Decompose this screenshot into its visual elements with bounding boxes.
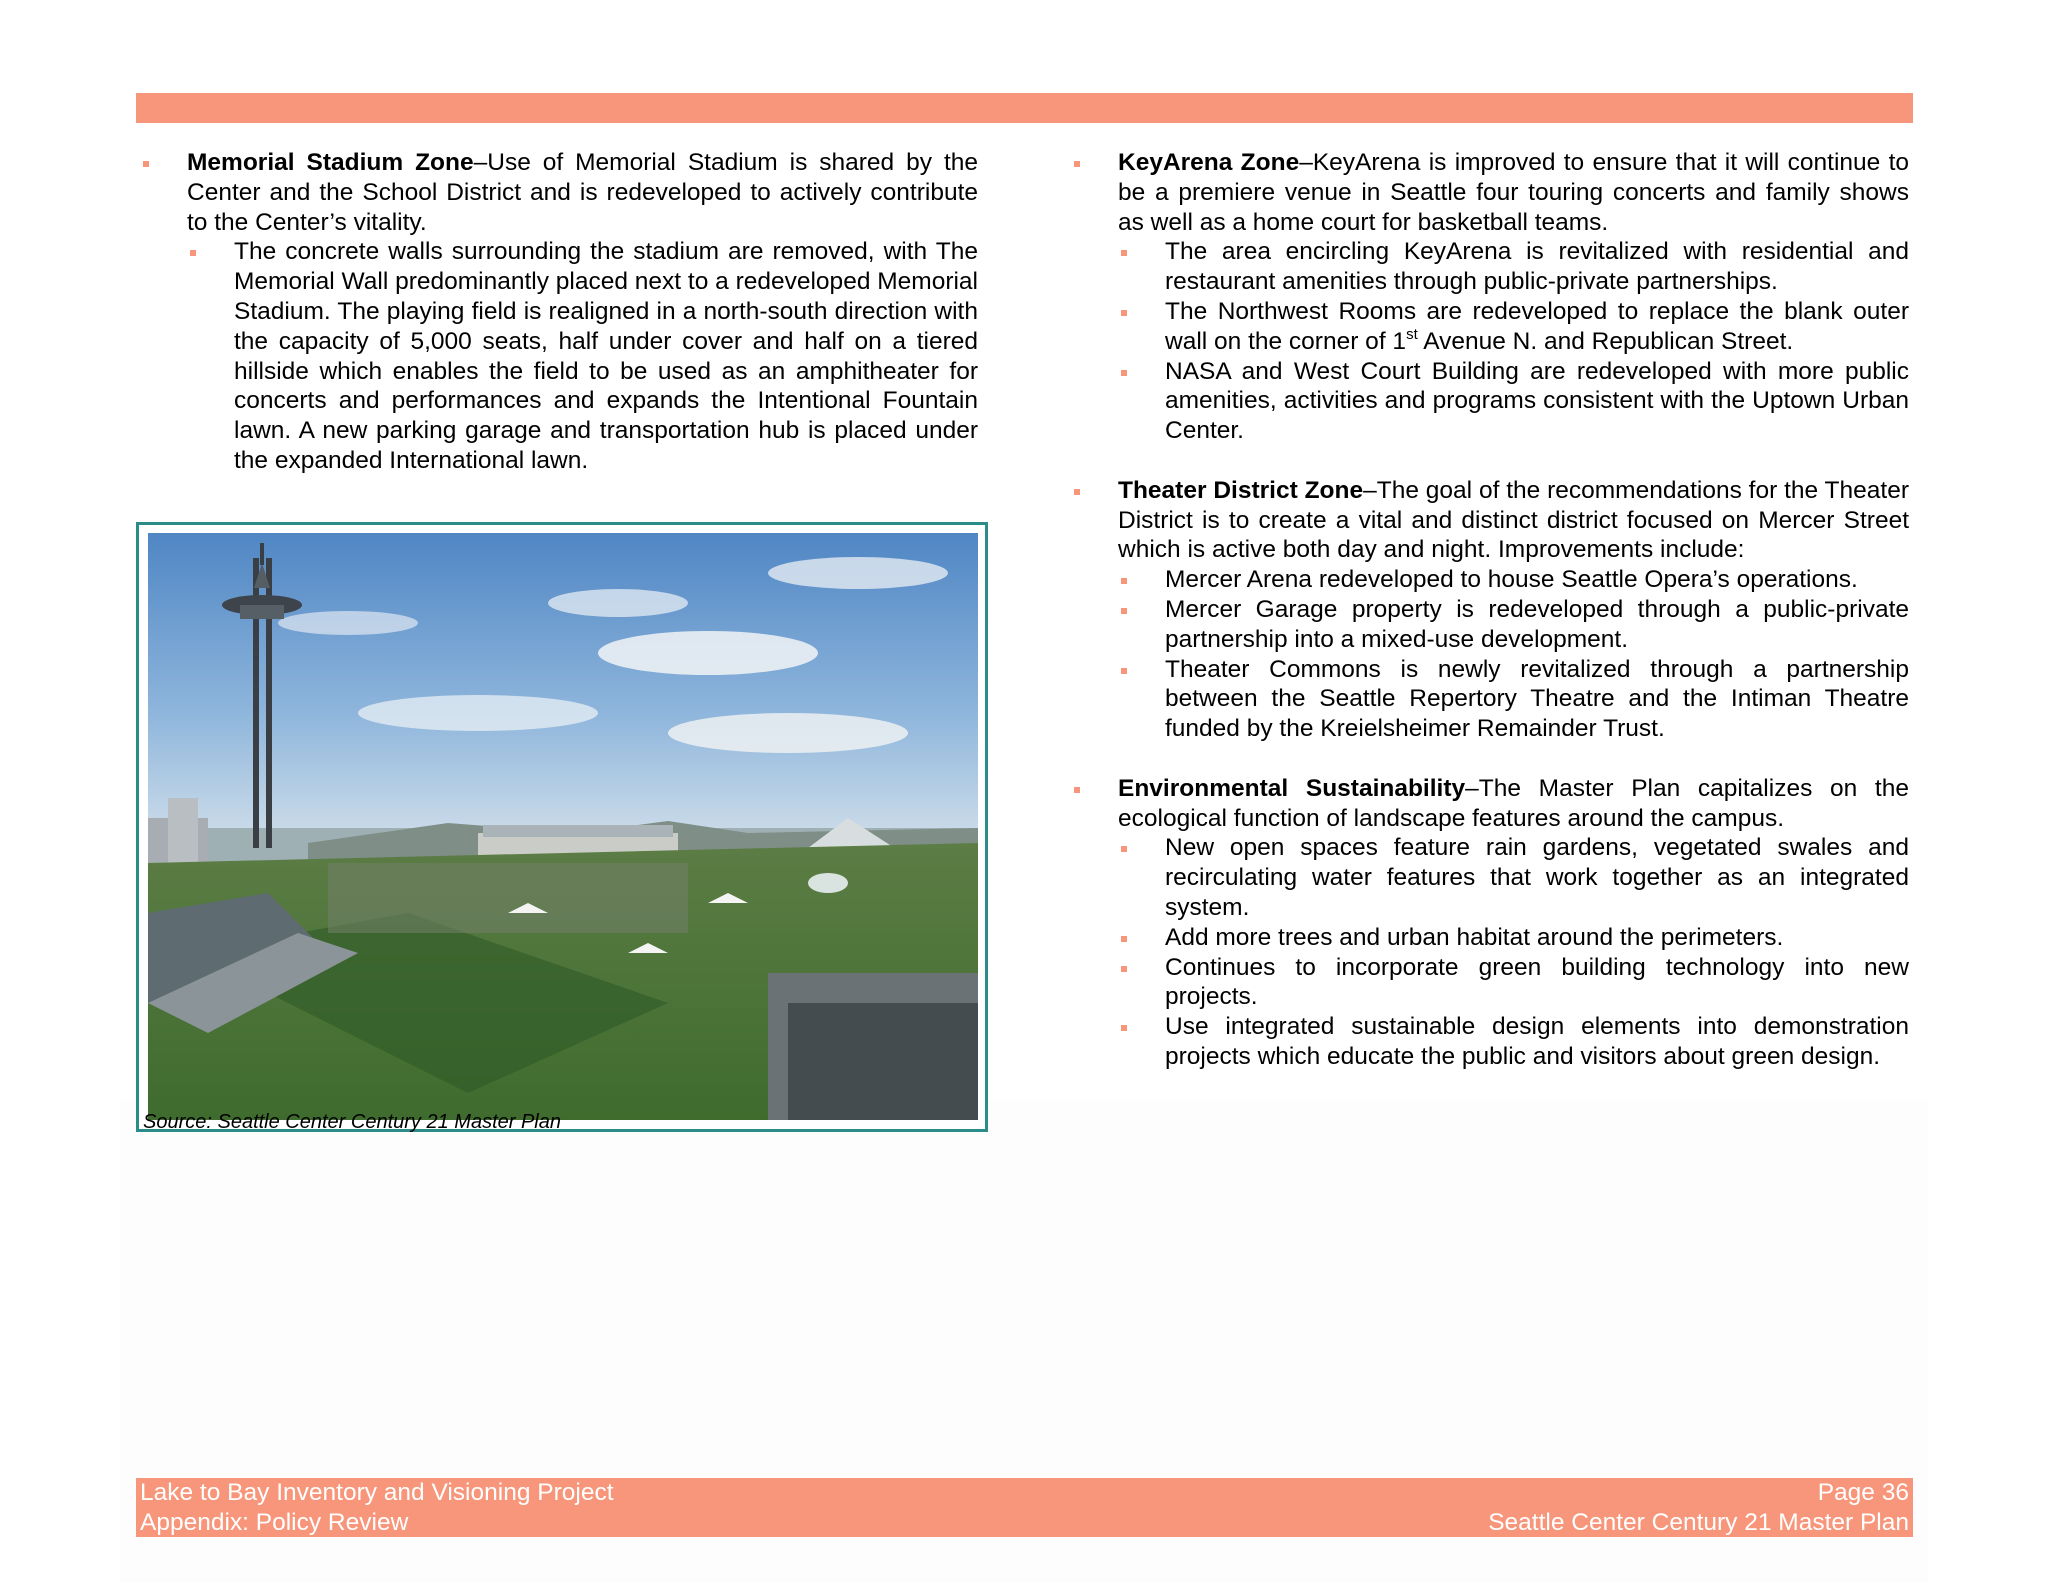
sub-list [1118, 565, 1909, 744]
list-item: Mercer Arena redeveloped to house Seattle Opera’s operations. [1118, 565, 1909, 595]
sub-list [187, 237, 978, 475]
footer-document-title: Seattle Center Century 21 Master Plan [1488, 1508, 1909, 1536]
page-number: Page 36 [1817, 1479, 1909, 1506]
section-text: –Use of Memorial Stadium is shared by the Center and the School District and is redeveloped to actively contribute to the Center’s vitality. [187, 149, 979, 236]
footer-bar [136, 1478, 1913, 1537]
section-text: –The goal of the recommendations for the Theater District is to create a vital and distinct district focused on Mercer Street which is active both day and night. Improvements include: [1118, 476, 1909, 564]
bullet-icon [190, 250, 196, 256]
right-column [1067, 148, 1909, 1072]
bullet-icon [1121, 966, 1127, 972]
keyarena-section [1067, 148, 1909, 446]
list-item: Mercer Garage property is redeveloped through a public-private partnership into a mixed-use development. [1118, 595, 1909, 655]
bullet-icon [1121, 250, 1127, 256]
section-heading: Memorial Stadium Zone [187, 149, 474, 176]
list-item: New open spaces feature rain gardens, vegetated swales and recirculating water features that work together as an integrated system. [1118, 833, 1909, 922]
section-heading: Theater District Zone [1118, 476, 1364, 504]
bullet-icon [143, 161, 149, 167]
footer-left [140, 1478, 614, 1537]
footer-right [1488, 1478, 1909, 1537]
list-item: The concrete walls surrounding the stadium are removed, with The Memorial Wall predominantly placed next to a redeveloped Memorial Stadium. The playing field is realigned in a north-south direction with the capacity of 5,000 seats, half under cover and half on a tiered hillside which enables the field to be used as an amphitheater for concerts and performances and expands the Intentional Fountain lawn. A new parking garage and transportation hub is placed under the expanded International lawn. [187, 237, 978, 475]
bullet-icon [1121, 936, 1127, 942]
bullet-icon [1121, 578, 1127, 584]
bullet-icon [1074, 489, 1080, 495]
bullet-icon [1074, 161, 1080, 167]
bullet-icon [1121, 310, 1127, 316]
left-column [136, 148, 978, 476]
list-item: Use integrated sustainable design elements into demonstration projects which educate the public and visitors about green design. [1118, 1012, 1909, 1072]
figure-caption: Source: Seattle Center Century 21 Master Plan [143, 1111, 561, 1133]
list-item: The Northwest Rooms are redeveloped to replace the blank outer wall on the corner of 1st Avenue N. and Republican Street. [1118, 297, 1909, 357]
environmental-sustainability-section [1067, 774, 1909, 1072]
section-heading: KeyArena Zone [1118, 149, 1300, 176]
bullet-icon [1074, 787, 1080, 793]
footer-project-title: Lake to Bay Inventory and Visioning Project [140, 1479, 614, 1506]
section-text: –KeyArena is improved to ensure that it will continue to be a premiere venue in Seattle four touring concerts and family shows as well as a home court for basketball teams. [1118, 149, 1910, 236]
bullet-icon [1121, 846, 1127, 852]
theater-district-section [1067, 476, 1909, 744]
sub-list [1118, 833, 1909, 1071]
figure-frame [136, 522, 988, 1132]
section-text: –The Master Plan capitalizes on the ecological function of landscape features around the campus. [1118, 774, 1909, 832]
section-heading: Environmental Sustainability [1118, 774, 1466, 802]
list-item: NASA and West Court Building are redeveloped with more public amenities, activities and programs consistent with the Uptown Urban Center. [1118, 357, 1909, 446]
list-item: The area encircling KeyArena is revitalized with residential and restaurant amenities through public-private partnerships. [1118, 237, 1909, 297]
bullet-icon [1121, 370, 1127, 376]
bullet-icon [1121, 608, 1127, 614]
footer-appendix-title: Appendix: Policy Review [140, 1508, 409, 1536]
memorial-stadium-section [136, 148, 978, 476]
list-item: Continues to incorporate green building technology into new projects. [1118, 953, 1909, 1013]
list-item: Add more trees and urban habitat around the perimeters. [1118, 923, 1909, 953]
bullet-icon [1121, 1025, 1127, 1031]
list-item: Theater Commons is newly revitalized through a partnership between the Seattle Repertory Theatre and the Intiman Theatre funded by the Kreielsheimer Remainder Trust. [1118, 655, 1909, 744]
seattle-center-rendering-image [148, 533, 978, 1120]
sub-list [1118, 237, 1909, 446]
header-bar [136, 93, 1913, 123]
bullet-icon [1121, 668, 1127, 674]
